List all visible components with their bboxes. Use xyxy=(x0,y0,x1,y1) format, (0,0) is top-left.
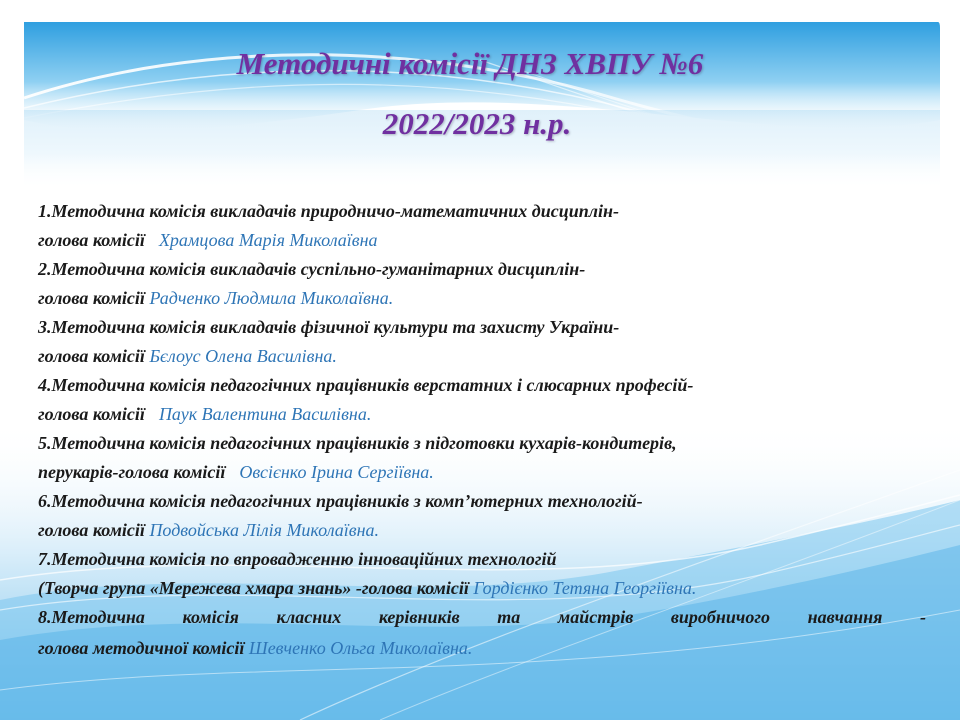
commission-8-head-line xyxy=(38,634,926,663)
commission-4-title: 4.Методична комісія педагогічних працівників верстатних і слюсарних професій- xyxy=(38,375,694,395)
head-label: голова комісії xyxy=(38,520,145,540)
commission-1-head-name: Храмцова Марія Миколаївна xyxy=(158,230,378,250)
head-label: голова комісії xyxy=(38,346,145,366)
commission-6-head-name: Подвойська Лілія Миколаївна. xyxy=(149,520,380,540)
commission-4-head-line xyxy=(38,400,926,429)
commission-3-title: 3.Методична комісія викладачів фізичної культури та захисту України- xyxy=(38,317,620,337)
commission-6-title: 6.Методична комісія педагогічних працівників з комп’ютерних технологій- xyxy=(38,491,643,511)
commission-7-title: 7.Методична комісія по впровадженню інноваційних технологій xyxy=(38,549,557,569)
commission-3-head-line xyxy=(38,342,926,371)
commission-5-head-name: Овсієнко Ірина Сергіївна. xyxy=(239,462,434,482)
commission-8-head-name: Шевченко Ольга Миколаївна. xyxy=(248,638,473,658)
commission-7-head-name: Гордієнко Тетяна Георгіївна. xyxy=(473,578,697,598)
slide-subtitle-year: 2022/2023 н.р. xyxy=(382,106,572,141)
head-label: перукарів-голова комісії xyxy=(38,462,226,482)
commissions-list xyxy=(38,197,926,663)
head-label: голова методичної комісії xyxy=(38,638,245,658)
commission-8-title: 8.Методична комісія класних керівників та майстрів виробничого навчання - xyxy=(38,607,926,627)
slide-title: Методичні комісії ДНЗ ХВПУ №6 xyxy=(236,46,704,81)
commission-2-head-name: Радченко Людмила Миколаївна. xyxy=(149,288,394,308)
commission-1-head-line xyxy=(38,226,926,255)
commission-3-head-name: Бєлоус Олена Василівна. xyxy=(149,346,337,366)
head-label: голова комісії xyxy=(38,404,145,424)
commission-6-head-line xyxy=(38,516,926,545)
commission-1-title: 1.Методична комісія викладачів природничо-математичних дисциплін- xyxy=(38,201,619,221)
commission-5-head-line xyxy=(38,458,926,487)
commission-7-head-line xyxy=(38,574,926,603)
commission-2-title: 2.Методична комісія викладачів суспільно-гуманітарних дисциплін- xyxy=(38,259,586,279)
head-label: (Творча група «Мережева хмара знань» -голова комісії xyxy=(38,578,469,598)
commission-4-head-name: Паук Валентина Василівна. xyxy=(158,404,372,424)
commission-2-head-line xyxy=(38,284,926,313)
head-label: голова комісії xyxy=(38,230,145,250)
head-label: голова комісії xyxy=(38,288,145,308)
commission-5-title: 5.Методична комісія педагогічних працівників з підготовки кухарів-кондитерів, xyxy=(38,433,677,453)
